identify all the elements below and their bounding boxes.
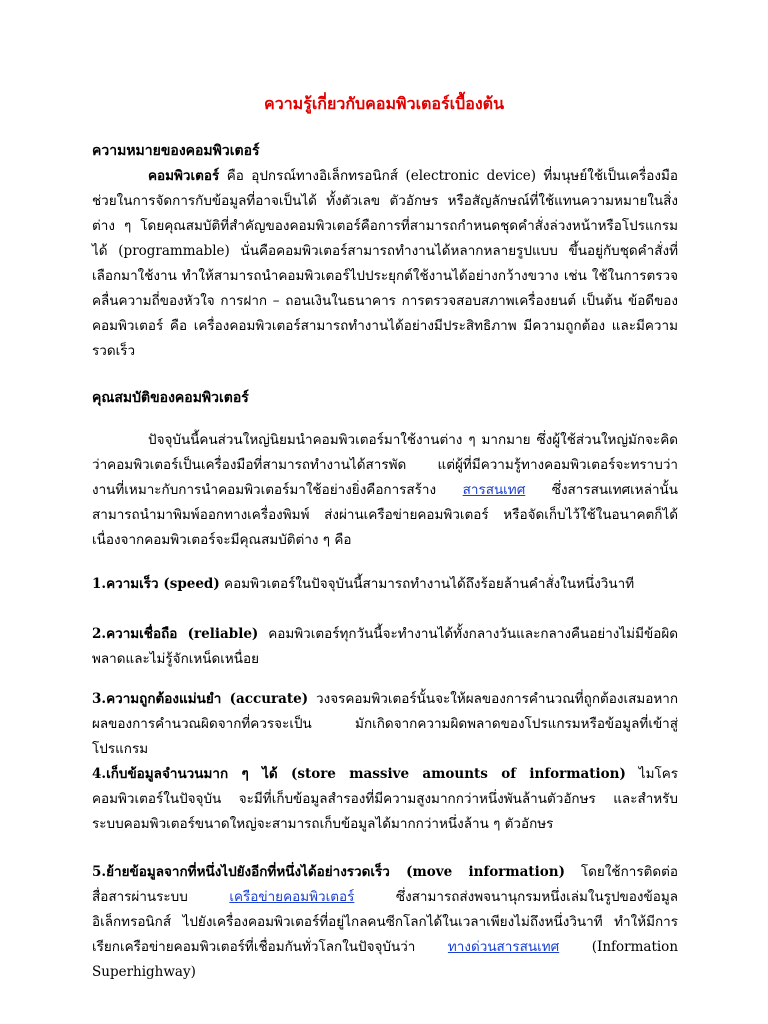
item-text: โดยใช้การติดต่อสื่อสารผ่านระบบ bbox=[92, 863, 678, 905]
information-link[interactable]: สารสนเทศ bbox=[462, 481, 526, 498]
property-item-move-information bbox=[92, 860, 678, 985]
item-label: 2.ความเชื่อถือ (reliable) bbox=[92, 625, 259, 642]
properties-text-after: ซึ่งสารสนเทศเหล่านั้นสามารถนำมาพิมพ์ออกทางเครื่องพิมพ์ ส่งผ่านเครือข่ายคอมพิวเตอร์ หรือจัดเก็บไว้ใช้ในอนาคตก็ได้ เนื่องจากคอมพิวเตอร์จะมีคุณสมบัติต่าง ๆ คือ bbox=[92, 481, 678, 548]
properties-paragraph bbox=[92, 428, 678, 553]
definition-text: คือ อุปกรณ์ทางอิเล็กทรอนิกส์ (electronic device) ที่มนุษย์ใช้เป็นเครื่องมือช่วยในการจัดการกับข้อมูลที่อาจเป็นได้ ทั้งตัวเลข ตัวอักษร หรือสัญลักษณ์ที่ใช้แทนความหมายในสิ่งต่าง ๆ โดยคุณสมบัติที่สำคัญของคอมพิวเตอร์คือการที่สามารถกำหนดชุดคำสั่งล่วงหน้าหรือโปรแกรมได้ (programmable) นั่นคือคอมพิวเตอร์สามารถทำงานได้หลากหลายรูปแบบ ขึ้นอยู่กับชุดคำสั่งที่เลือกมาใช้งาน ทำให้สามารถนำคอมพิวเตอร์ไปประยุกต์ใช้งานได้อย่างกว้างขวาง เช่น ใช้ในการตรวจคลื่นความถี่ของหัวใจ การฝาก – ถอนเงินในธนาคาร การตรวจสอบสภาพเครื่องยนต์ เป็นต้น ข้อดีของคอมพิวเตอร์ คือ เครื่องคอมพิวเตอร์สามารถทำงานได้อย่างมีประสิทธิภาพ มีความถูกต้อง และมีความรวดเร็ว bbox=[92, 167, 678, 359]
item-text: วงจรคอมพิวเตอร์นั้นจะให้ผลของการคำนวณที่ถูกต้องเสมอหากผลของการคำนวณผิดจากที่ควรจะเป็น มักเกิดจากความผิดพลาดของโปรแกรมหรือข้อมูลที่เข้าสู่โปรแกรม bbox=[92, 690, 679, 757]
item-text: ไมโครคอมพิวเตอร์ในปัจจุบัน จะมีที่เก็บข้อมูลสำรองที่มีความสูงมากกว่าหนึ่งพันล้านตัวอักษร และสำหรับระบบคอมพิวเตอร์ขนาดใหญ่จะสามารถเก็บข้อมูลได้มากกว่าหนึ่งล้าน ๆ ตัวอักษร bbox=[92, 765, 678, 832]
section-heading-properties: คุณสมบัติของคอมพิวเตอร์ bbox=[92, 390, 249, 406]
item-text: คอมพิวเตอร์ทุกวันนี้จะทำงานได้ทั้งกลางวันและกลางคืนอย่างไม่มีข้อผิดพลาดและไม่รู้จักเหน็ดเหนื่อย bbox=[92, 625, 678, 667]
computer-network-link[interactable]: เครือข่ายคอมพิวเตอร์ bbox=[229, 888, 355, 905]
item-label: 1.ความเร็ว (speed) bbox=[92, 575, 220, 592]
property-item-storage bbox=[92, 762, 678, 837]
item-label: 4.เก็บข้อมูลจำนวนมาก ๆ ได้ (store massive amounts of information) bbox=[92, 765, 626, 782]
item-text: คอมพิวเตอร์ในปัจจุบันนี้สามารถทำงานได้ถึงร้อยล้านคำสั่งในหนึ่งวินาที bbox=[219, 575, 635, 592]
page-title: ความรู้เกี่ยวกับคอมพิวเตอร์เบื้องต้น bbox=[264, 94, 504, 113]
term-computer: คอมพิวเตอร์ bbox=[148, 167, 220, 184]
information-superhighway-link[interactable]: ทางด่วนสารสนเทศ bbox=[447, 938, 560, 955]
section-heading-definition: ความหมายของคอมพิวเตอร์ bbox=[92, 143, 260, 159]
properties-text-before: ปัจจุบันนี้คนส่วนใหญ่นิยมนำคอมพิวเตอร์มาใช้งานต่าง ๆ มากมาย ซึ่งผู้ใช้ส่วนใหญ่มักจะคิดว่าคอมพิวเตอร์เป็นเครื่องมือที่สามารถทำงานได้สารพัด แต่ผู้ที่มีความรู้ทางคอมพิวเตอร์จะทราบว่า งานที่เหมาะกับการนำคอมพิวเตอร์มาใช้อย่างยิ่งคือการสร้าง bbox=[92, 431, 678, 498]
definition-paragraph bbox=[92, 164, 678, 364]
property-item-accurate bbox=[92, 687, 678, 762]
item-text: (Information Superhighway) bbox=[92, 938, 679, 980]
item-text: ซึ่งสามารถส่งพจนานุกรมหนึ่งเล่มในรูปของข้อมูลอิเล็กทรอนิกส์ ไปยังเครื่องคอมพิวเตอร์ที่อยู่ไกลคนซีกโลกได้ในเวลาเพียงไม่ถึงหนึ่งวินาที ทำให้มีการเรียกเครือข่ายคอมพิวเตอร์ที่เชื่อมกันทั่วโลกในปัจจุบันว่า bbox=[92, 888, 678, 955]
item-label: 3.ความถูกต้องแม่นยำ (accurate) bbox=[92, 690, 309, 707]
property-item-speed bbox=[92, 572, 678, 597]
item-label: 5.ย้ายข้อมูลจากที่หนึ่งไปยังอีกที่หนึ่งได้อย่างรวดเร็ว (move information) bbox=[92, 863, 566, 880]
property-item-reliable bbox=[92, 622, 678, 672]
